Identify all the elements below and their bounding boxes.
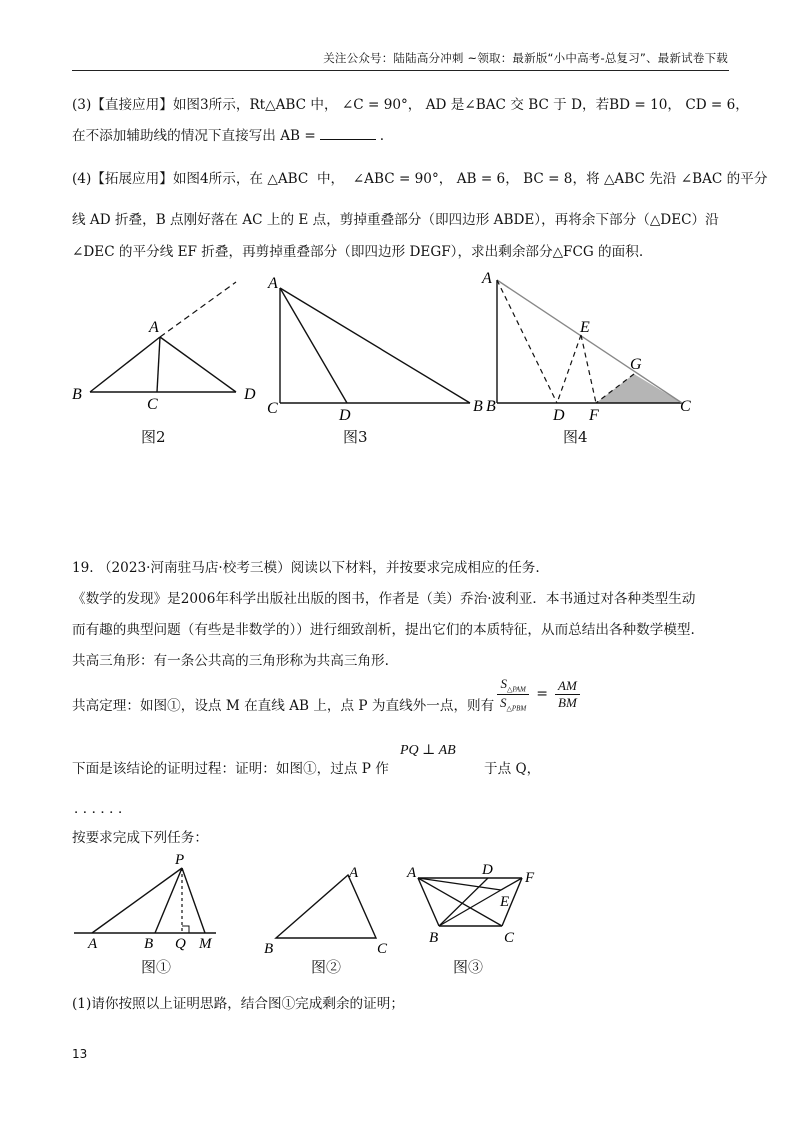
page-number: 13 bbox=[72, 1047, 88, 1061]
q4-t9: △ABC bbox=[603, 171, 645, 187]
fig-c1-label-b: B bbox=[144, 936, 154, 952]
answer-blank[interactable] bbox=[320, 127, 376, 140]
fig4-label-c: C bbox=[680, 398, 691, 415]
fig-c3-caption: 图③ bbox=[453, 958, 484, 976]
fig-c3-label-b: B bbox=[429, 930, 439, 946]
header-rule bbox=[72, 70, 729, 71]
q4-line1 bbox=[72, 170, 767, 188]
fig3-label-d: D bbox=[339, 407, 351, 424]
fig-c3-label-c: C bbox=[504, 930, 515, 946]
q4-t1: △ABC bbox=[267, 171, 309, 187]
fig-c2-label-a: A bbox=[349, 865, 359, 881]
q3-cond5: CD = 6， bbox=[685, 97, 749, 113]
fig3-label-a: A bbox=[268, 275, 278, 292]
fig2-caption: 图2 bbox=[141, 428, 166, 446]
fig-c1-label-p: P bbox=[175, 852, 185, 868]
q4-t12: 的平分 bbox=[726, 171, 768, 187]
fig-c2-caption: 图② bbox=[311, 958, 342, 976]
fig-c1-label-m: M bbox=[199, 936, 212, 952]
q3-line2 bbox=[72, 127, 384, 145]
q3-line2-end: . bbox=[379, 128, 385, 144]
q4-t11: ∠BAC bbox=[680, 171, 723, 187]
fig-c3-label-a: A bbox=[407, 865, 417, 881]
q4-prefix: (4)【拓展应用】如图4所示，在 bbox=[72, 171, 264, 187]
q3-cond4: BD = 10， bbox=[609, 97, 681, 113]
fig-c1-caption: 图① bbox=[141, 958, 172, 976]
figure-circle-2 bbox=[264, 865, 388, 957]
q4-t4: ， bbox=[438, 171, 453, 187]
fig-c3-label-f: F bbox=[525, 870, 535, 886]
fig-c1-label-q: Q bbox=[175, 936, 186, 952]
fig2-label-d: D bbox=[244, 386, 256, 403]
q4-t10: 先沿 bbox=[649, 171, 677, 187]
q3-cond3: AD 是∠BAC 交 BC 于 D，若 bbox=[425, 97, 610, 113]
fig4-label-d: D bbox=[553, 407, 565, 424]
figure-circle-3 bbox=[406, 862, 535, 946]
q19-proof-intro: 下面是该结论的证明过程：证明：如图①，过点 P 作 bbox=[72, 761, 389, 777]
fig4-label-a: A bbox=[482, 270, 492, 287]
q19-line1: 19. （2023·河南驻马店·校考三模）阅读以下材料，并按要求完成相应的任务. bbox=[72, 560, 540, 576]
theorem-formula: $\frac{S_{\triangle PAM}}{S_{\triangle PBM}}$ = $\frac{AM}{BM}$ bbox=[493, 676, 584, 712]
q3-prefix: (3)【直接应用】如图3所示， bbox=[72, 97, 250, 113]
q4-t7: BC = 8 bbox=[523, 171, 573, 187]
q19-proof-perp: PQ ⊥ AB bbox=[400, 743, 456, 758]
q4-t5: AB = 6 bbox=[456, 171, 506, 187]
q19-proof-end: 于点 Q， bbox=[484, 761, 541, 777]
page-header: 关注公众号：陆陆高分冲刺 ~领取：最新版“小中高考-总复习”、最新试卷下载 bbox=[323, 51, 728, 65]
fig2-label-c: C bbox=[147, 396, 158, 413]
fig-c3-label-d: D bbox=[482, 862, 493, 878]
q19-sub1: (1)请你按照以上证明思路，结合图①完成剩余的证明； bbox=[72, 996, 404, 1012]
figure-circle-1 bbox=[74, 852, 216, 952]
q3-cond2: ∠C = 90°， bbox=[341, 97, 422, 113]
q19-dots: ．．．．．． bbox=[74, 801, 134, 817]
fig3-caption: 图3 bbox=[343, 428, 368, 446]
figure-2 bbox=[72, 282, 256, 413]
segment-ratio-fraction: $\frac{AM}{BM}$ bbox=[555, 678, 580, 711]
fig4-caption: 图4 bbox=[563, 428, 588, 446]
q19-theorem-line bbox=[72, 697, 494, 715]
q4-t2: 中， bbox=[316, 171, 345, 187]
fig-c1-label-a: A bbox=[88, 936, 98, 952]
q4-line2: 线 AD 折叠，B 点刚好落在 AC 上的 E 点，剪掉重叠部分（即四边形 ABDE），再将余下部分（△DEC）沿 bbox=[72, 212, 719, 228]
fig2-label-a: A bbox=[149, 319, 159, 336]
bottom-figures bbox=[60, 848, 560, 958]
q4-t6: ， bbox=[505, 171, 519, 187]
q19-theorem: 共高定理：如图①，设点 M 在直线 AB 上，点 P 为直线外一点，则有 bbox=[72, 698, 495, 714]
q19-line4: 共高三角形：有一条公共高的三角形称为共高三角形. bbox=[72, 653, 389, 669]
fig4-label-b: B bbox=[486, 398, 496, 415]
q19-line2: 《数学的发现》是2006年科学出版社出版的图书，作者是（美）乔治·波利亚．本书通过对各种类型生动 bbox=[72, 591, 696, 607]
area-ratio-fraction: $\frac{S_{\triangle PAM}}{S_{\triangle PBM}}$ bbox=[497, 676, 529, 712]
q4-t8: ，将 bbox=[572, 171, 600, 187]
fig4-label-g: G bbox=[630, 356, 642, 373]
fig3-label-c: C bbox=[267, 400, 278, 417]
figure-4 bbox=[481, 270, 691, 424]
figure-3 bbox=[267, 275, 483, 424]
q3-cond1: Rt△ABC 中， bbox=[249, 97, 338, 113]
q3-line1 bbox=[72, 96, 749, 114]
fig-c2-label-c: C bbox=[377, 941, 388, 957]
fig2-label-b: B bbox=[72, 386, 82, 403]
q4-line3: ∠DEC 的平分线 EF 折叠，再剪掉重叠部分（即四边形 DEGF），求出剩余部分△FCG 的面积. bbox=[72, 244, 644, 260]
fig4-label-e: E bbox=[580, 319, 590, 336]
q19-line3: 而有趣的典型问题（有些是非数学的））进行细致剖析，提出它们的本质特征，从而总结出各种数学模型. bbox=[72, 622, 695, 638]
shaded-triangle-fcg bbox=[596, 374, 682, 403]
fig-c2-label-b: B bbox=[264, 941, 274, 957]
q3-line2-text: 在不添加辅助线的情况下直接写出 AB = bbox=[72, 128, 316, 144]
q19-task: 按要求完成下列任务： bbox=[72, 830, 208, 846]
q4-t3: ∠ABC = 90° bbox=[352, 171, 439, 187]
fig3-label-b: B bbox=[473, 398, 483, 415]
fig-c3-label-e: E bbox=[500, 894, 510, 910]
fig4-label-f: F bbox=[589, 407, 599, 424]
